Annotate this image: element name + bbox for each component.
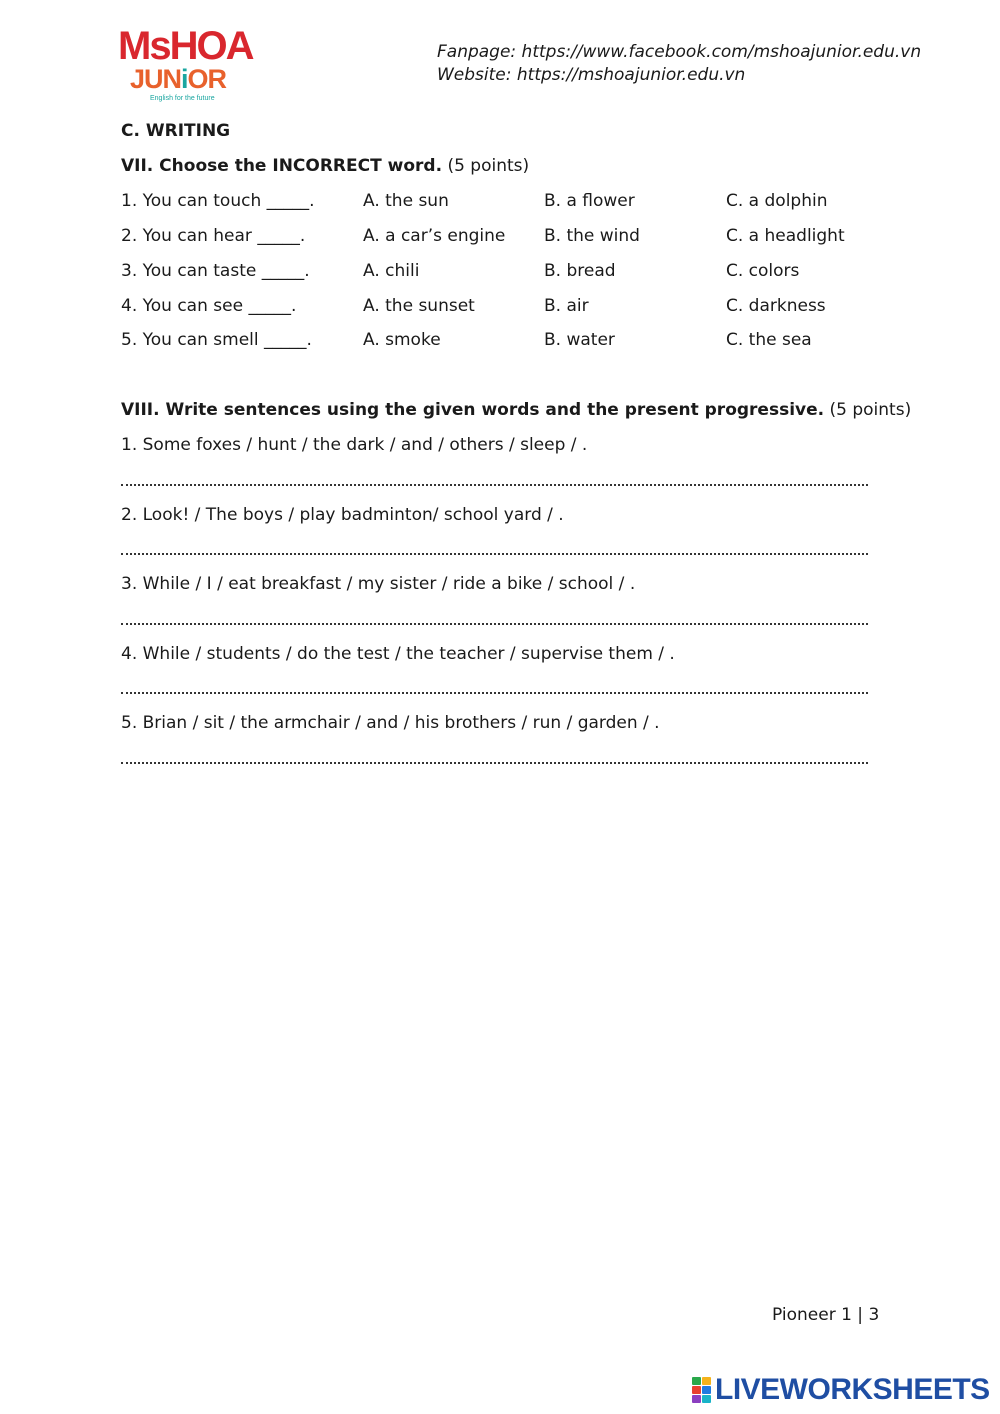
logo-tagline: English for the future: [150, 95, 215, 102]
part7-row: [121, 191, 881, 215]
website-link[interactable]: Website: https://mshoajunior.edu.vn: [437, 65, 746, 85]
question-text: 5. You can smell _____.: [121, 330, 312, 350]
logo-main-text: MsHOA: [118, 24, 253, 68]
part7-heading: [121, 156, 529, 176]
option-c[interactable]: C. a headlight: [726, 226, 845, 246]
part7-row: [121, 330, 881, 354]
option-b[interactable]: B. the wind: [544, 226, 640, 246]
answer-line[interactable]: [121, 553, 868, 555]
option-a[interactable]: A. chili: [363, 261, 420, 281]
option-b[interactable]: B. a flower: [544, 191, 635, 211]
page-number: Pioneer 1 | 3: [772, 1305, 880, 1325]
option-b[interactable]: B. air: [544, 296, 589, 316]
question-text: 3. You can taste _____.: [121, 261, 310, 281]
logo-junior-right: OR: [187, 64, 227, 94]
logo-junior-accent: i: [181, 64, 188, 94]
logo-junior-left: JUN: [130, 64, 182, 94]
part7-row: [121, 261, 881, 285]
answer-line[interactable]: [121, 692, 868, 694]
part8-heading: [121, 400, 911, 420]
answer-line[interactable]: [121, 623, 868, 625]
question-text: 2. You can hear _____.: [121, 226, 306, 246]
option-a[interactable]: A. a car’s engine: [363, 226, 506, 246]
option-c[interactable]: C. a dolphin: [726, 191, 828, 211]
option-c[interactable]: C. the sea: [726, 330, 812, 350]
answer-line[interactable]: [121, 484, 868, 486]
liveworksheets-text: LIVEWORKSHEETS: [715, 1373, 990, 1406]
part7-row: [121, 226, 881, 250]
sentence-prompt: 1. Some foxes / hunt / the dark / and / others / sleep / .: [121, 435, 588, 455]
sentence-prompt: 3. While / I / eat breakfast / my sister / ride a bike / school / .: [121, 574, 636, 594]
option-a[interactable]: A. the sunset: [363, 296, 475, 316]
option-a[interactable]: A. the sun: [363, 191, 449, 211]
option-c[interactable]: C. darkness: [726, 296, 826, 316]
section-title: C. WRITING: [121, 121, 231, 141]
part8-title: VIII. Write sentences using the given words and the present progressive.: [121, 400, 825, 420]
part7-title: VII. Choose the INCORRECT word.: [121, 156, 443, 176]
answer-line[interactable]: [121, 762, 868, 764]
option-c[interactable]: C. colors: [726, 261, 800, 281]
question-text: 4. You can see _____.: [121, 296, 297, 316]
option-a[interactable]: A. smoke: [363, 330, 441, 350]
mshoa-junior-logo: [118, 26, 268, 104]
question-text: 1. You can touch _____.: [121, 191, 315, 211]
part7-row: [121, 296, 881, 320]
fanpage-link[interactable]: Fanpage: https://www.facebook.com/mshoajunior.edu.vn: [437, 42, 922, 62]
liveworksheets-icon: [692, 1377, 711, 1403]
option-b[interactable]: B. water: [544, 330, 615, 350]
sentence-prompt: 2. Look! / The boys / play badminton/ school yard / .: [121, 505, 564, 525]
sentence-prompt: 5. Brian / sit / the armchair / and / his brothers / run / garden / .: [121, 713, 660, 733]
part8-points: (5 points): [829, 400, 912, 420]
logo-junior-text: [130, 66, 226, 93]
part7-points: (5 points): [447, 156, 530, 176]
option-b[interactable]: B. bread: [544, 261, 616, 281]
liveworksheets-brand: [692, 1374, 990, 1406]
header-links: [437, 41, 921, 87]
sentence-prompt: 4. While / students / do the test / the teacher / supervise them / .: [121, 644, 675, 664]
